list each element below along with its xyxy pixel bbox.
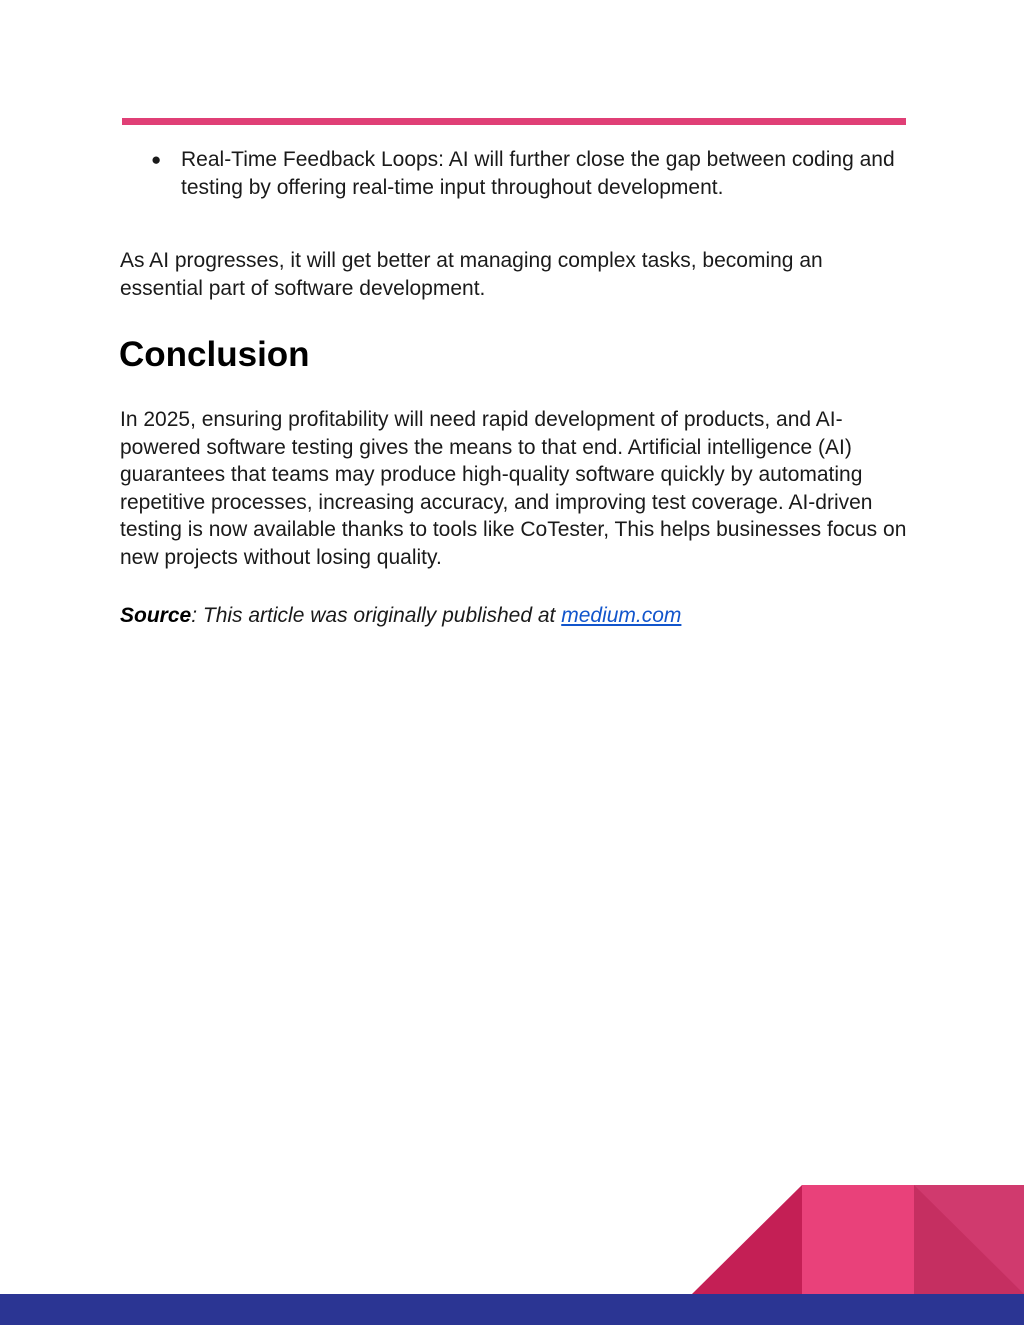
- section-heading-conclusion: Conclusion: [119, 335, 310, 374]
- footer-block-center: [802, 1185, 914, 1294]
- source-label: Source: [120, 604, 192, 627]
- bullet-list: [120, 146, 910, 201]
- bullet-text: Real-Time Feedback Loops: AI will further close the gap between coding and testing by offering real-time input throughout development.: [181, 148, 895, 199]
- bullet-icon: ●: [151, 150, 162, 169]
- footer-triangle-left: [692, 1185, 802, 1294]
- list-item: [120, 146, 910, 201]
- footer-decoration: [0, 1180, 1024, 1325]
- source-link[interactable]: medium.com: [561, 604, 682, 627]
- footer-navy-band: [0, 1294, 1024, 1325]
- top-accent-rule: [122, 118, 906, 125]
- source-line: [120, 602, 681, 630]
- paragraph-conclusion: In 2025, ensuring profitability will need rapid development of products, and AI-powered software testing gives the means to that end. Artificial intelligence (AI) guarantees that teams may produce high-quality software quickly by automating repetitive processes, increasing accuracy, and improving test coverage. AI-driven testing is now available thanks to tools like CoTester, This helps businesses focus on new projects without losing quality.: [120, 408, 907, 569]
- source-text: : This article was originally published at: [191, 604, 562, 627]
- paragraph-ai-progress: As AI progresses, it will get better at managing complex tasks, becoming an essential part of software development.: [120, 249, 823, 300]
